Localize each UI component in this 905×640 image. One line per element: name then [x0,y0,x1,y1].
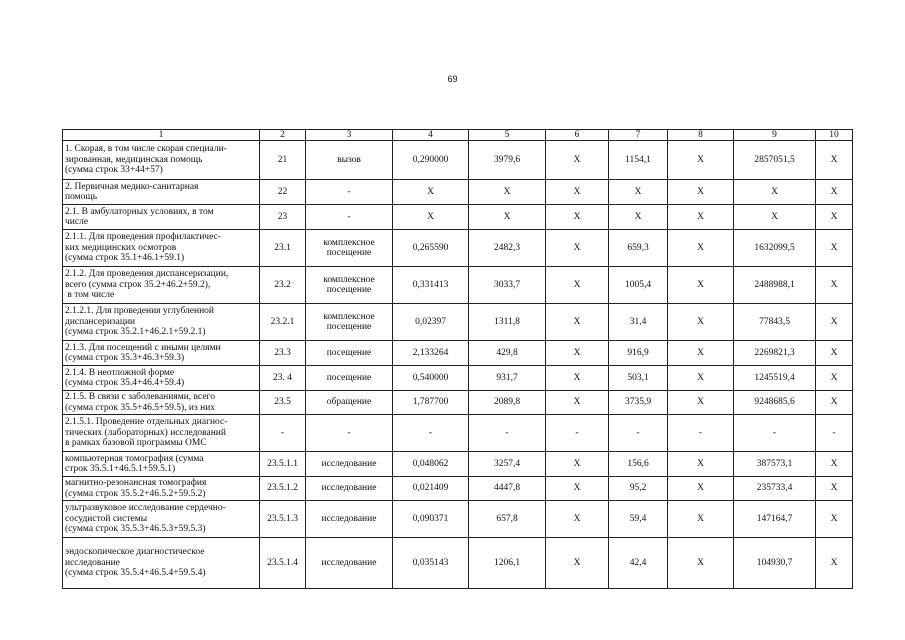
column-number-10: 10 [816,130,853,141]
column-number-9: 9 [734,130,816,141]
row-code: 21 [260,141,306,180]
value-cell: 503,1 [609,366,668,391]
unit-cell: исследование [306,501,393,538]
value-cell: X [668,366,734,391]
table-row [63,304,853,341]
unit-cell: - [306,180,393,205]
value-cell: X [816,304,853,341]
row-code: 23.2 [260,267,306,304]
value-cell: X [816,205,853,230]
row-code: 23.5 [260,391,306,415]
row-code: 23.5.1.4 [260,538,306,589]
column-number-5: 5 [469,130,546,141]
value-cell: 2488988,1 [734,267,816,304]
table-row [63,180,853,205]
row-code: 23. 4 [260,366,306,391]
table-row [63,538,853,589]
value-cell: - [609,415,668,452]
value-cell: 2,133264 [393,341,469,366]
value-cell: 42,4 [609,538,668,589]
value-cell: X [816,366,853,391]
table-row [63,452,853,477]
row-description: эндоскопическое диагностическое исследование (сумма строк 35.5.4+46.5.4+59.5.4) [63,538,260,589]
value-cell: X [546,141,609,180]
data-table [62,129,853,589]
row-code: 23.5.1.3 [260,501,306,538]
value-cell: X [816,391,853,415]
column-number-4: 4 [393,130,469,141]
value-cell: X [816,141,853,180]
value-cell: X [546,538,609,589]
value-cell: X [668,391,734,415]
row-code: 23.1 [260,230,306,267]
value-cell: 0,02397 [393,304,469,341]
value-cell: 387573,1 [734,452,816,477]
value-cell: X [816,230,853,267]
value-cell: 0,331413 [393,267,469,304]
table-body [63,130,853,589]
value-cell: 59,4 [609,501,668,538]
value-cell: X [816,538,853,589]
table-row [63,366,853,391]
value-cell: X [816,267,853,304]
value-cell: 104930,7 [734,538,816,589]
value-cell: 0,265590 [393,230,469,267]
row-description: 2.1.5. В связи с заболеваниями, всего (сумма строк 35.5+46.5+59.5), из них [63,391,260,415]
value-cell: 657,8 [469,501,546,538]
value-cell: X [393,180,469,205]
value-cell: 2269821,3 [734,341,816,366]
column-number-3: 3 [306,130,393,141]
unit-cell: комплексное посещение [306,230,393,267]
value-cell: 3033,7 [469,267,546,304]
value-cell: 0,090371 [393,501,469,538]
value-cell: X [546,205,609,230]
unit-cell: комплексное посещение [306,304,393,341]
row-description: ультразвуковое исследование сердечно- сосудистой системы (сумма строк 35.5.3+46.5.3+59.5.3) [63,501,260,538]
row-code: 23.5.1.2 [260,477,306,501]
column-number-6: 6 [546,130,609,141]
row-description: 2.1.3. Для посещений с иными целями (сумма строк 35.3+46.3+59.3) [63,341,260,366]
value-cell: 659,3 [609,230,668,267]
column-number-2: 2 [260,130,306,141]
table-row [63,415,853,452]
value-cell: X [668,141,734,180]
table-row [63,141,853,180]
row-description: 2.1.2.1. Для проведения углубленной диспансеризации (сумма строк 35.2.1+46.2.1+59.2.1) [63,304,260,341]
table-row [63,341,853,366]
value-cell: X [816,180,853,205]
value-cell: X [816,501,853,538]
table-row [63,501,853,538]
row-code: 23 [260,205,306,230]
value-cell: X [668,501,734,538]
row-code: 22 [260,180,306,205]
unit-cell: вызов [306,141,393,180]
value-cell: X [668,538,734,589]
row-code: 23.2.1 [260,304,306,341]
row-description: 2. Первичная медико-санитарная помощь [63,180,260,205]
table-row [63,205,853,230]
value-cell: 1,787700 [393,391,469,415]
unit-cell: исследование [306,477,393,501]
value-cell: 3979,6 [469,141,546,180]
row-description: 2.1.4. В неотложной форме (сумма строк 35.4+46.4+59.4) [63,366,260,391]
value-cell: - [393,415,469,452]
row-code: 23.5.1.1 [260,452,306,477]
value-cell: 931,7 [469,366,546,391]
value-cell: X [816,477,853,501]
value-cell: 429,8 [469,341,546,366]
table-row [63,477,853,501]
value-cell: - [546,415,609,452]
value-cell: 916,9 [609,341,668,366]
table-header-row [63,130,853,141]
unit-cell: - [306,415,393,452]
row-description: 2.1.2. Для проведения диспансеризации, всего (сумма строк 35.2+46.2+59.2), в том числе [63,267,260,304]
unit-cell: обращение [306,391,393,415]
value-cell: X [668,477,734,501]
value-cell: X [668,304,734,341]
value-cell: X [734,205,816,230]
value-cell: 235733,4 [734,477,816,501]
value-cell: X [546,230,609,267]
row-code: - [260,415,306,452]
value-cell: 9248685,6 [734,391,816,415]
unit-cell: посещение [306,341,393,366]
value-cell: 1154,1 [609,141,668,180]
value-cell: 31,4 [609,304,668,341]
table-row [63,391,853,415]
value-cell: 0,021409 [393,477,469,501]
unit-cell: посещение [306,366,393,391]
row-description: магнитно-резонансная томография (сумма строк 35.5.2+46.5.2+59.5.2) [63,477,260,501]
value-cell: X [668,267,734,304]
row-code: 23.3 [260,341,306,366]
table-row [63,267,853,304]
value-cell: X [469,205,546,230]
value-cell: - [734,415,816,452]
unit-cell: исследование [306,452,393,477]
column-number-1: 1 [63,130,260,141]
value-cell: 2482,3 [469,230,546,267]
value-cell: X [816,452,853,477]
value-cell: X [546,366,609,391]
value-cell: 1311,8 [469,304,546,341]
value-cell: X [393,205,469,230]
value-cell: X [668,205,734,230]
value-cell: 1005,4 [609,267,668,304]
value-cell: 95,2 [609,477,668,501]
value-cell: 1206,1 [469,538,546,589]
value-cell: X [546,452,609,477]
unit-cell: исследование [306,538,393,589]
column-number-7: 7 [609,130,668,141]
value-cell: 0,035143 [393,538,469,589]
value-cell: X [734,180,816,205]
row-description: компьютерная томография (сумма строк 35.5.1+46.5.1+59.5.1) [63,452,260,477]
value-cell: 0,540000 [393,366,469,391]
value-cell: - [668,415,734,452]
value-cell: X [668,180,734,205]
row-description: 2.1.5.1. Проведение отдельных диагнос- тических (лабораторных) исследований в рамках базовой программы ОМС [63,415,260,452]
value-cell: X [609,180,668,205]
value-cell: X [668,230,734,267]
row-description: 2.1. В амбулаторных условиях, в том числе [63,205,260,230]
column-number-8: 8 [668,130,734,141]
value-cell: X [546,304,609,341]
value-cell: - [469,415,546,452]
unit-cell: - [306,205,393,230]
value-cell: X [546,501,609,538]
value-cell: 1245519,4 [734,366,816,391]
value-cell: X [546,341,609,366]
unit-cell: комплексное посещение [306,267,393,304]
value-cell: X [609,205,668,230]
value-cell: 147164,7 [734,501,816,538]
value-cell: 2089,8 [469,391,546,415]
value-cell: 0,048062 [393,452,469,477]
value-cell: 77843,5 [734,304,816,341]
value-cell: X [546,477,609,501]
value-cell: X [469,180,546,205]
value-cell: X [816,341,853,366]
value-cell: X [546,180,609,205]
value-cell: 156,6 [609,452,668,477]
value-cell: 2857051,5 [734,141,816,180]
value-cell: 4447,8 [469,477,546,501]
value-cell: 3257,4 [469,452,546,477]
value-cell: 0,290000 [393,141,469,180]
value-cell: X [546,267,609,304]
row-description: 2.1.1. Для проведения профилактичес- ких медицинских осмотров (сумма строк 35.1+46.1+59.1) [63,230,260,267]
page-number: 69 [447,74,458,84]
value-cell: X [668,341,734,366]
value-cell: 1632099,5 [734,230,816,267]
value-cell: X [668,452,734,477]
table-row [63,230,853,267]
value-cell: X [546,391,609,415]
row-description: 1. Скорая, в том числе скорая специали- зированная, медицинская помощь (сумма строк 33+44+57) [63,141,260,180]
value-cell: - [816,415,853,452]
value-cell: 3735,9 [609,391,668,415]
